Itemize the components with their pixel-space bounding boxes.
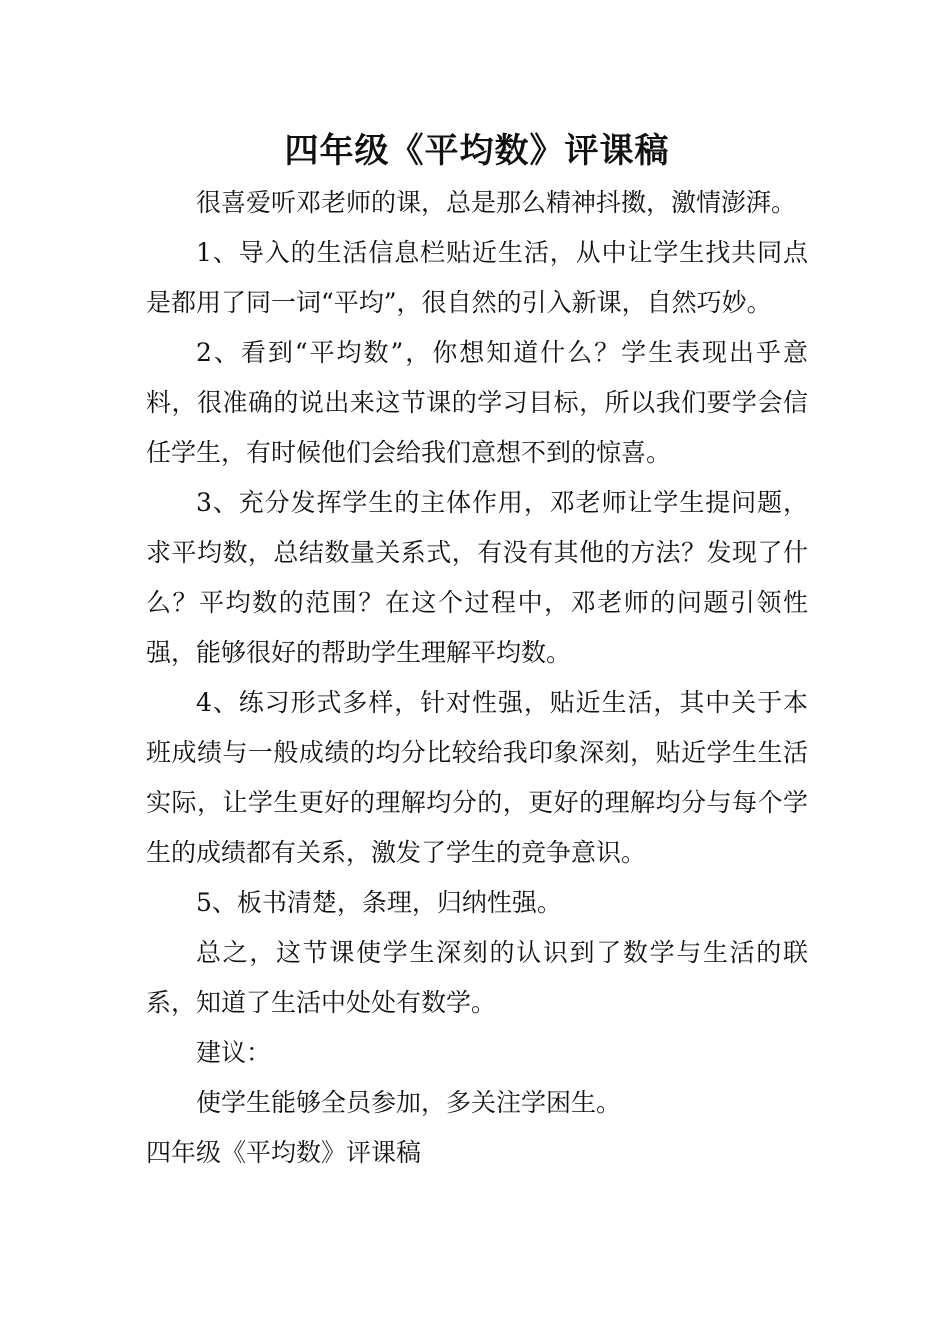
paragraph-suggestion: 使学生能够全员参加，多关注学困生。 — [196, 1088, 622, 1117]
paragraph-summary: 总之，这节课使学生深刻的认识到了数学与生活的联系，知道了生活中处处有数学。 — [146, 938, 808, 1017]
paragraph-intro: 很喜爱听邓老师的课，总是那么精神抖擞，激情澎湃。 — [196, 188, 797, 217]
paragraph-point-5: 5、板书清楚，条理，归纳性强。 — [196, 888, 562, 917]
paragraph-point-3: 3、充分发挥学生的主体作用，邓老师让学生提问题，求平均数，总结数量关系式，有没有其他的方法？发现了什么？平均数的范围？在这个过程中，邓老师的问题引领性强，能够很好的帮助学生理解平均数。 — [146, 488, 808, 667]
paragraph-point-1: 1、导入的生活信息栏贴近生活，从中让学生找共同点是都用了同一词“平均”，很自然的引入新课，自然巧妙。 — [146, 238, 808, 317]
paragraph-suggestion-heading: 建议： — [196, 1038, 272, 1067]
paragraph-point-4: 4、练习形式多样，针对性强，贴近生活，其中关于本班成绩与一般成绩的均分比较给我印象深刻，贴近学生生活实际，让学生更好的理解均分的，更好的理解均分与每个学生的成绩都有关系，激发了学生的竞争意识。 — [146, 688, 808, 867]
document-page — [146, 126, 808, 1178]
page-title: 四年级《平均数》评课稿 — [284, 131, 670, 171]
footer-title: 四年级《平均数》评课稿 — [146, 1138, 422, 1167]
paragraph-point-2: 2、看到“平均数”，你想知道什么？学生表现出乎意料，很准确的说出来这节课的学习目标，所以我们要学会信任学生，有时候他们会给我们意想不到的惊喜。 — [146, 338, 808, 467]
